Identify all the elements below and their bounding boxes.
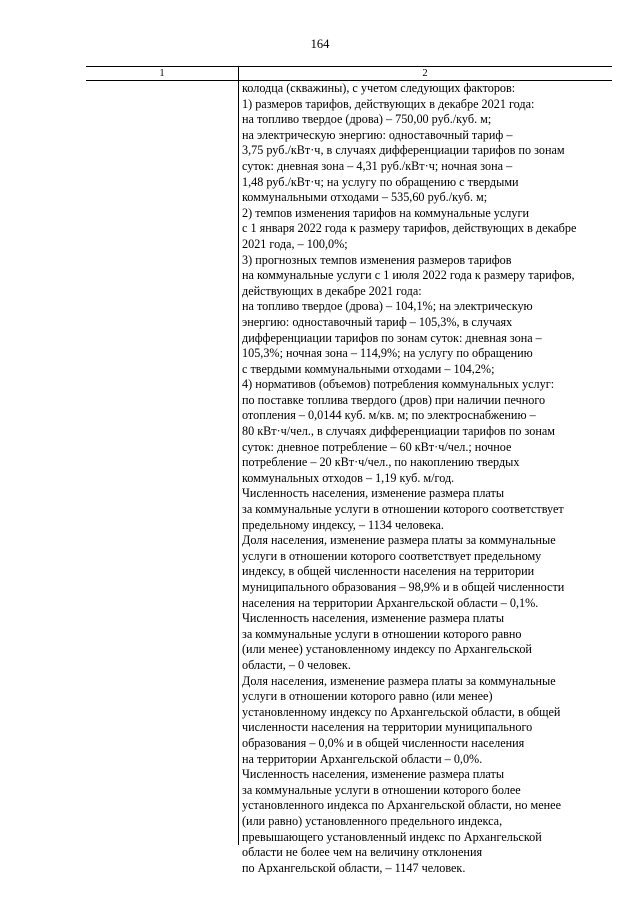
text-line: 2) темпов изменения тарифов на коммунальные услуги bbox=[242, 205, 529, 220]
text-line: услуги в отношении которого соответствует предельному bbox=[242, 548, 542, 563]
text-line: Численность населения, изменение размера платы bbox=[242, 611, 505, 626]
text-line: на топливо твердое (дрова) – 104,1%; на электрическую bbox=[242, 299, 533, 314]
table-cell-text bbox=[242, 81, 610, 876]
column-1-header: 1 bbox=[159, 68, 165, 79]
text-line: установленному индексу по Архангельской области, в общей bbox=[242, 704, 561, 719]
text-line: на коммунальные услуги с 1 июля 2022 года к размеру тарифов, bbox=[242, 268, 575, 283]
text-line: населения на территории Архангельской области – 0,1%. bbox=[242, 595, 539, 610]
text-line: с 1 января 2022 года к размеру тарифов, действующих в декабре bbox=[242, 221, 577, 236]
text-line: 3) прогнозных темпов изменения размеров тарифов bbox=[242, 252, 512, 267]
page-number: 164 bbox=[310, 37, 330, 51]
text-line: 1) размеров тарифов, действующих в декабре 2021 года: bbox=[242, 96, 535, 111]
text-line: коммунальных отходов – 1,19 куб. м/год. bbox=[242, 470, 455, 485]
text-line: 4) нормативов (объемов) потребления коммунальных услуг: bbox=[242, 377, 555, 392]
text-line: Численность населения, изменение размера платы bbox=[242, 486, 505, 501]
text-line: Численность населения, изменение размера платы bbox=[242, 767, 505, 782]
column-2-header: 2 bbox=[422, 68, 428, 79]
text-line: Доля населения, изменение размера платы за коммунальные bbox=[242, 673, 556, 688]
text-line: муниципального образования – 98,9% и в общей численности bbox=[242, 580, 565, 594]
text-line: (или менее) установленному индексу по Архангельской bbox=[242, 642, 532, 657]
text-line: с твердыми коммунальными отходами – 104,2%; bbox=[242, 361, 495, 376]
text-line: отопления – 0,0144 куб. м/кв. м; по электроснабжению – bbox=[242, 408, 536, 423]
text-line: 1,48 руб./кВт·ч; на услугу по обращению с твердыми bbox=[242, 174, 519, 189]
text-line: энергию: одноставочный тариф – 105,3%, в случаях bbox=[242, 314, 513, 329]
text-line: за коммунальные услуги в отношении которого более bbox=[242, 782, 521, 797]
text-line: области не более чем на величину отклонения bbox=[242, 845, 483, 860]
text-line: области, – 0 человек. bbox=[242, 657, 351, 672]
text-line: превышающего установленный индекс по Архангельской bbox=[242, 829, 542, 844]
text-line: на электрическую энергию: одноставочный тариф – bbox=[242, 127, 513, 142]
text-line: суток: дневная зона – 4,31 руб./кВт·ч; ночная зона – bbox=[242, 158, 513, 173]
text-line: по поставке топлива твердого (дров) при наличии печного bbox=[242, 392, 546, 407]
column-divider bbox=[238, 66, 239, 845]
text-line: дифференциации тарифов по зонам суток: дневная зона – bbox=[242, 330, 542, 345]
table-header-row bbox=[86, 66, 612, 81]
text-line: услуги в отношении которого равно (или менее) bbox=[242, 689, 493, 704]
text-line: индексу, в общей численности населения на территории bbox=[242, 564, 535, 579]
text-line: за коммунальные услуги в отношении которого соответствует bbox=[242, 502, 564, 517]
text-line: образования – 0,0% и в общей численности населения bbox=[242, 735, 525, 750]
document-table bbox=[86, 66, 612, 875]
text-line: за коммунальные услуги в отношении которого равно bbox=[242, 626, 522, 641]
text-line: действующих в декабре 2021 года: bbox=[242, 283, 422, 298]
text-line: на территории Архангельской области – 0,0%. bbox=[242, 751, 483, 766]
text-line: потребление – 20 кВт·ч/чел., по накоплению твердых bbox=[242, 455, 520, 470]
text-line: установленного индекса по Архангельской области, но менее bbox=[242, 798, 561, 813]
text-line: коммунальными отходами – 535,60 руб./куб. м; bbox=[242, 190, 488, 205]
text-line: численности населения на территории муниципального bbox=[242, 720, 533, 735]
text-line: 105,3%; ночная зона – 114,9%; на услугу по обращению bbox=[242, 346, 533, 361]
text-line: суток: дневное потребление – 60 кВт·ч/чел.; ночное bbox=[242, 439, 512, 454]
text-line: (или равно) установленного предельного индекса, bbox=[242, 813, 503, 828]
text-line: 80 кВт·ч/чел., в случаях дифференциации тарифов по зонам bbox=[242, 424, 556, 439]
text-line: Доля населения, изменение размера платы за коммунальные bbox=[242, 533, 556, 548]
text-line: 3,75 руб./кВт·ч, в случаях дифференциации тарифов по зонам bbox=[242, 143, 565, 158]
text-line: на топливо твердое (дрова) – 750,00 руб./куб. м; bbox=[242, 112, 492, 127]
text-line: по Архангельской области, – 1147 человек. bbox=[242, 860, 466, 875]
text-line: предельному индексу, – 1134 человека. bbox=[242, 517, 444, 532]
text-line: 2021 года, – 100,0%; bbox=[242, 236, 348, 251]
text-line: колодца (скважины), с учетом следующих факторов: bbox=[242, 81, 516, 95]
